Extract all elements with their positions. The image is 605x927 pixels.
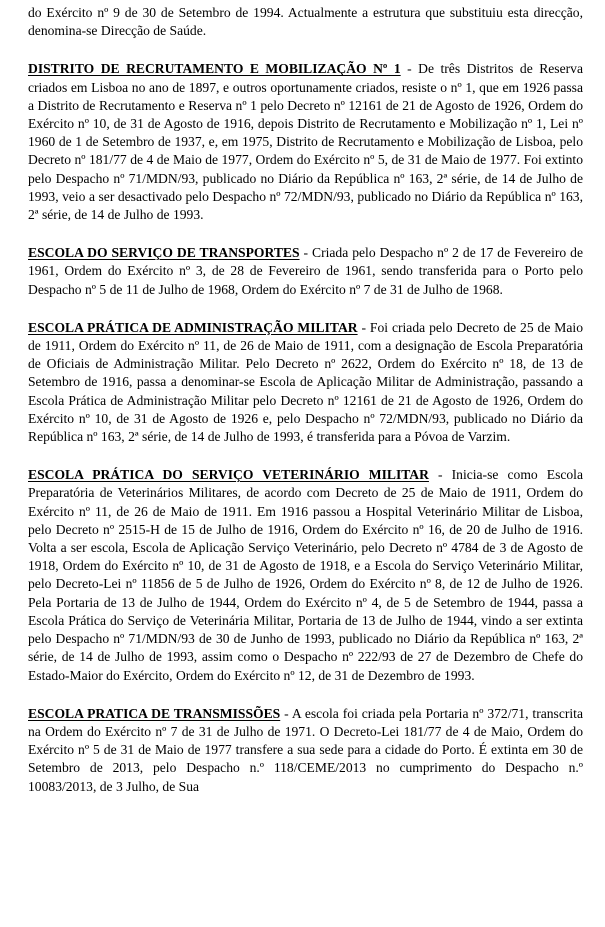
paragraph-text: - Criada pelo Despacho nº 2 de 17 de Fevereiro de 1961, Ordem do Exército nº 3, de 28 de Fevereiro de 1961, sendo transferida para o Porto pelo Despacho nº 5 de 11 de Julho de 1968, Ordem do Exército nº 7 de 31 de Julho de 1968. (28, 245, 583, 297)
paragraph-text: do Exército nº 9 de 30 de Setembro de 1994. Actualmente a estrutura que substituiu esta direcção, denomina-se Direcção de Saúde. (28, 5, 583, 39)
section-heading: ESCOLA DO SERVIÇO DE TRANSPORTES (28, 245, 300, 261)
paragraph-text: - Inicia-se como Escola Preparatória de Veterinários Militares, de acordo com Decreto de 25 de Maio de 1911, Ordem do Exército nº 11, de 26 de Maio de 1911. Em 1916 passou a Hospital Veterinário Militar de Lisboa, pelo Decreto nº 2515-H de 15 de Julho de 1916, Ordem do Exército nº 16, de 20 de Julho de 1916. Volta a ser escola, Escola de Aplicação Serviço Veterinário, pelo Decreto nº 4784 de 3 de Agosto de 1918, Ordem do Exército nº 10, de 31 de Agosto de 1918, e a Escola do Serviço Veterinário Militar, pelo Decreto-Lei nº 11856 de 5 de Julho de 1926, Ordem do Exército nº 8, de 12 de Julho de 1926. Pela Portaria de 13 de Julho de 1944, Ordem do Exército nº 4, de 5 de Setembro de 1944, passa a Escola Prática do Serviço de Veterinária Militar, Portaria de 13 de Julho de 1944, vindo a ser extinta pelo Despacho nº 71/MDN/93 de 30 de Junho de 1993, publicado no Diário da República nº 163, 2ª série, de 14 de Julho de 1993, assim como o Despacho nº 222/93 de 27 de Dezembro de Chefe do Estado-Maior do Exército, Ordem do Exército nº 12, de 31 de Dezembro de 1993. (28, 467, 583, 683)
paragraph-distrito-recrutamento (28, 60, 583, 224)
paragraph-escola-servico-veterinario (28, 466, 583, 684)
paragraph-escola-servico-transportes (28, 244, 583, 299)
paragraph-text: - De três Distritos de Reserva criados em Lisboa no ano de 1897, e outros oportunamente criados, resiste o nº 1, que em 1926 passa a Distrito de Recrutamento e Reserva nº 1 pelo Decreto nº 12161 de 21 de Agosto de 1926, Ordem do Exército nº 10, de 31 de Agosto de 1916, depois Distrito de Recrutamento e Mobilização nº 1, Lei nº 1960 de 1 de Setembro de 1937, e, em 1975, Distrito de Recrutamento e Mobilização de Lisboa, pelo Decreto nº 181/77 de 4 de Maio de 1977, Ordem do Exército nº 5, de 31 de Maio de 1977. Foi extinto pelo Despacho nº 71/MDN/93, publicado no Diário da República nº 163, 2ª série, de 14 de Julho de 1993, veio a ser desactivado pelo Despacho nº 72/MDN/93, publicado no Diário da República nº 163, 2ª série, de 14 de Julho de 1993. (28, 61, 583, 223)
section-heading: DISTRITO DE RECRUTAMENTO E MOBILIZAÇÃO Nº 1 (28, 61, 401, 77)
section-heading: ESCOLA PRATICA DE TRANSMISSÕES (28, 705, 281, 721)
paragraph-text: - Foi criada pelo Decreto de 25 de Maio de 1911, Ordem do Exército nº 11, de 26 de Maio de 1911, com a designação de Escola Preparatória de Oficiais de Administração Militar. Pelo Decreto nº 2622, Ordem do Exército nº 18, de 13 de Setembro de 1916, passa a denominar-se Escola de Aplicação Militar de Administração, passando a Escola Prática de Administração Militar pelo Decreto nº 12161 de 21 de Agosto de 1926, Ordem do Exército nº 10, de 31 de Agosto de 1926 e, pelo Despacho nº 72/MDN/93, publicado no Diário da República nº 163, 2ª série, de 14 de Julho de 1993, é transferida para a Póvoa de Varzim. (28, 319, 583, 445)
paragraph-continuation (28, 4, 583, 40)
section-heading: ESCOLA PRÁTICA DE ADMINISTRAÇÃO MILITAR (28, 319, 358, 335)
paragraph-escola-transmissoes (28, 705, 583, 796)
paragraph-escola-administracao-militar (28, 319, 583, 446)
paragraph-text: - A escola foi criada pela Portaria nº 372/71, transcrita na Ordem do Exército nº 7 de 31 de Julho de 1971. O Decreto-Lei 181/77 de 4 de Maio, Ordem do Exército nº 5 de 31 de Maio de 1977 transfere a sua sede para a cidade do Porto. É extinta em 30 de Setembro de 2013, pelo Despacho n.º 118/CEME/2013 no cumprimento do Despacho n.º 10083/2013, de 3 Julho, de Sua (28, 705, 583, 794)
section-heading: ESCOLA PRÁTICA DO SERVIÇO VETERINÁRIO MILITAR (28, 467, 429, 483)
